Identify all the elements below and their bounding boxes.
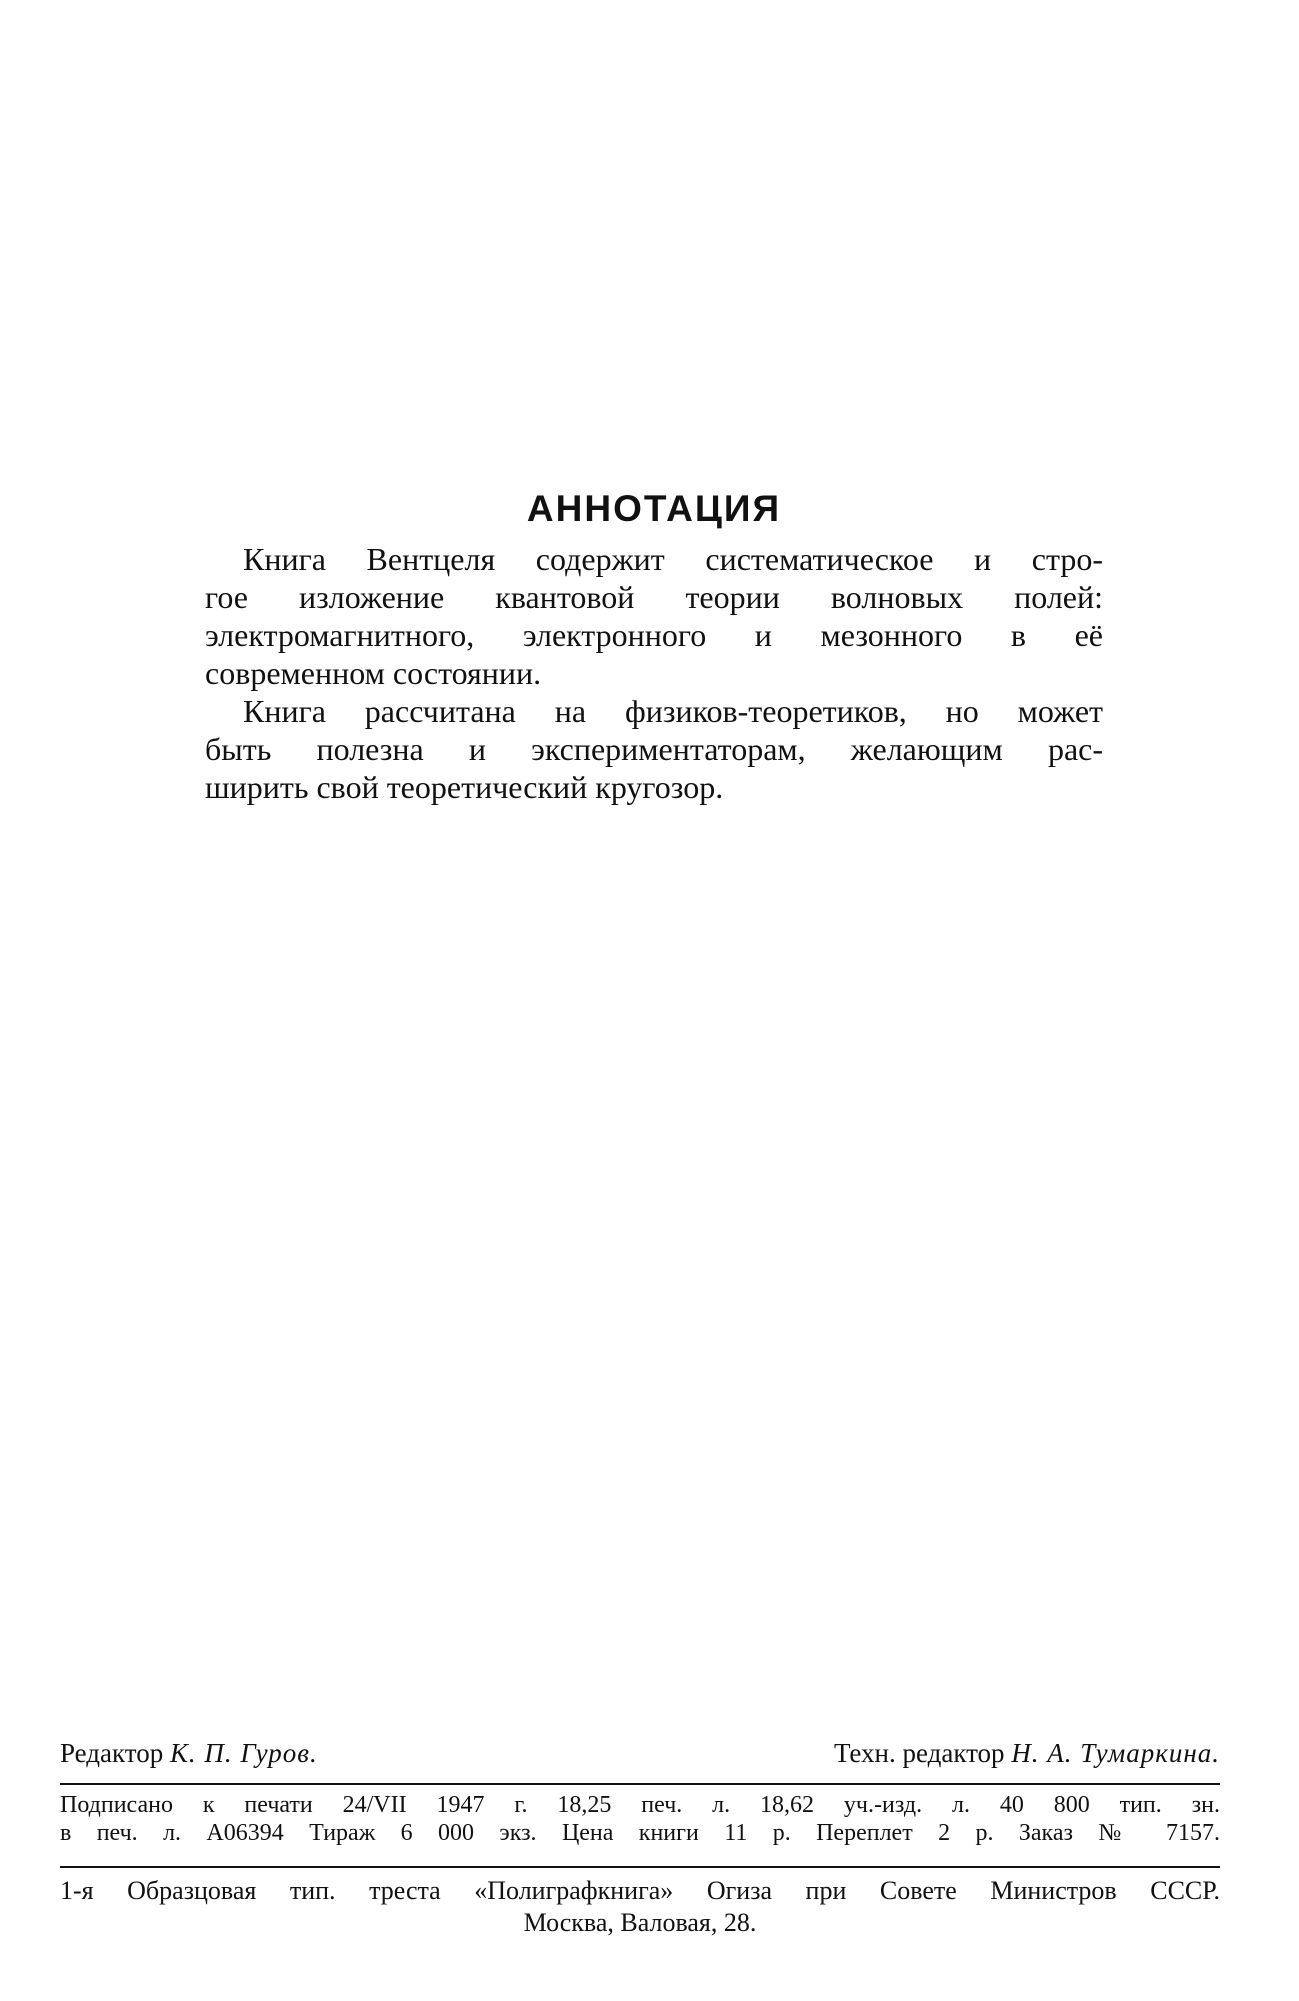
printer-block xyxy=(60,1875,1220,1939)
paragraph-line: Книга рассчитана на физиков-теоретиков, но может xyxy=(243,693,1103,729)
divider xyxy=(60,1783,1220,1785)
divider xyxy=(60,1866,1220,1868)
paragraph-line: Книга Вентцеля содержит систематическое и стро- xyxy=(243,541,1103,577)
tech-editor-credit xyxy=(834,1738,1220,1769)
tech-editor-label: Техн. редактор xyxy=(833,1738,1005,1768)
editor-label: Редактор xyxy=(60,1738,164,1768)
printer-line-1: 1-я Образцовая тип. треста «Полиграфкнига» Огиза при Совете Министров СССР. xyxy=(60,1876,1220,1905)
paragraph-line: гое изложение квантовой теории волновых полей: xyxy=(205,579,1103,615)
paragraph-line: ширить свой теоретический кругозор. xyxy=(205,769,724,805)
annotation-paragraph-1 xyxy=(205,540,1103,692)
paragraph-line: быть полезна и экспериментаторам, желающим рас- xyxy=(205,731,1103,767)
paragraph-line: электромагнитного, электронного и мезонного в её xyxy=(205,617,1103,653)
paragraph-line: современном состоянии. xyxy=(205,655,542,691)
tech-editor-name: Н. А. Тумаркина. xyxy=(1011,1738,1220,1768)
imprint-line-2: в печ. л. А06394 Тираж 6 000 экз. Цена книги 11 р. Переплет 2 р. Заказ № 7157. xyxy=(60,1820,1220,1846)
editor-name: К. П. Гуров. xyxy=(169,1738,318,1768)
printer-line-2: Москва, Валовая, 28. xyxy=(523,1908,757,1937)
annotation-heading: АННОТАЦИЯ xyxy=(526,488,782,529)
credits-line xyxy=(60,1738,1220,1769)
imprint-block xyxy=(60,1791,1220,1847)
editor-credit xyxy=(60,1738,318,1769)
annotation-paragraph-2 xyxy=(205,692,1103,806)
annotation-block xyxy=(205,488,1103,806)
imprint-line-1: Подписано к печати 24/VII 1947 г. 18,25 печ. л. 18,62 уч.-изд. л. 40 800 тип. зн. xyxy=(60,1792,1220,1818)
